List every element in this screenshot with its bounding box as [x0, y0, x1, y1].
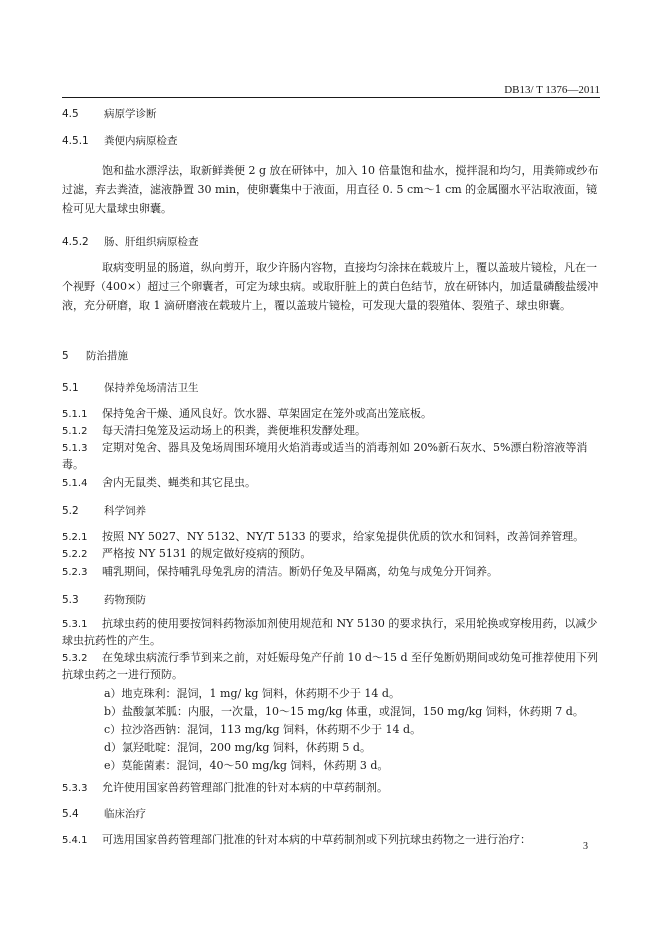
section-title: 病原学诊断 [104, 108, 157, 120]
list-item: c）拉沙洛西钠：混饲，113 mg/kg 饲料，休药期不少于 14 d。 [104, 723, 422, 736]
clause-5-4-1 [62, 832, 600, 849]
page-number: 3 [583, 841, 588, 852]
clause-text: 抗球虫药的使用要按饲料药物添加剂使用规范和 NY 5130 的要求执行，采用轮换或穿梭用药，以减少球虫抗药性的产生。 [62, 617, 598, 647]
section-title: 药物预防 [104, 594, 146, 606]
clause-text: 哺乳期间，保持哺乳母兔乳房的清洁。断奶仔兔及早隔离，幼兔与成兔分开饲养。 [102, 565, 498, 578]
clause-number: 5.1.4 [62, 478, 88, 489]
clause-5-1-4 [62, 475, 600, 492]
clause-number: 5.2.2 [62, 549, 88, 560]
section-5-2-heading [62, 503, 600, 519]
list-item: a）地克珠利：混饲，1 mg/ kg 饲料，休药期不少于 14 d。 [104, 687, 400, 700]
section-number: 5 [62, 350, 69, 362]
section-4-5-1-heading [62, 133, 600, 149]
list-item: e）莫能菌素：混饲，40～50 mg/kg 饲料，休药期 3 d。 [104, 759, 389, 772]
clause-text: 在兔球虫病流行季节到来之前，对妊娠母兔产仔前 10 d～15 d 至仔兔断奶期间或幼兔可推荐使用下列抗球虫药之一进行预防。 [62, 651, 599, 681]
section-5-3-heading [62, 592, 600, 608]
clause-text: 定期对兔舍、器具及兔场周围环境用火焰消毒或适当的消毒剂如 20%新石灰水、5%漂白粉溶液等消毒。 [62, 441, 588, 471]
clause-number: 5.2.1 [62, 532, 88, 543]
list-item: d）氯羟吡啶：混饲，200 mg/kg 饲料，休药期 5 d。 [104, 741, 371, 754]
section-number: 4.5.1 [62, 135, 89, 147]
section-5-heading [62, 348, 600, 364]
clause-text: 可选用国家兽药管理部门批准的针对本病的中草药制剂或下列抗球虫药物之一进行治疗： [102, 833, 531, 846]
clause-5-3-3 [62, 780, 600, 797]
clause-number: 5.3.2 [62, 653, 88, 664]
clause-number: 5.1.1 [62, 409, 88, 420]
clause-5-1-2 [62, 423, 600, 440]
clause-5-2-2 [62, 546, 600, 563]
clause-text: 严格按 NY 5131 的规定做好疫病的预防。 [102, 547, 312, 560]
section-title: 防治措施 [86, 350, 128, 362]
section-title: 保持养兔场清洁卫生 [104, 382, 199, 394]
clause-number: 5.3.1 [62, 619, 88, 630]
section-title: 肠、肝组织病原检查 [104, 236, 199, 248]
clause-number: 5.3.3 [62, 783, 88, 794]
section-title: 临床治疗 [104, 808, 146, 820]
clause-number: 5.2.3 [62, 567, 88, 578]
clause-5-1-1 [62, 406, 600, 423]
section-number: 5.2 [62, 505, 79, 517]
clause-text: 舍内无鼠类、蝇类和其它昆虫。 [102, 476, 256, 489]
clause-5-2-3 [62, 564, 600, 581]
clause-number: 5.1.3 [62, 443, 88, 454]
section-title: 科学饲养 [104, 505, 146, 517]
clause-text: 允许使用国家兽药管理部门批准的针对本病的中草药制剂。 [102, 781, 388, 794]
clause-5-3-2 [62, 650, 600, 683]
section-number: 5.1 [62, 382, 79, 394]
clause-5-2-1 [62, 529, 600, 546]
section-5-4-heading [62, 806, 600, 822]
section-5-1-heading [62, 380, 600, 396]
clause-5-3-1 [62, 616, 600, 649]
clause-number: 5.4.1 [62, 835, 88, 846]
header-rule [62, 97, 600, 98]
clause-text: 按照 NY 5027、NY 5132、NY/T 5133 的要求，给家兔提供优质的饮水和饲料，改善饲养管理。 [102, 530, 585, 543]
section-number: 5.4 [62, 808, 79, 820]
clause-5-1-3 [62, 440, 600, 473]
section-number: 4.5 [62, 108, 79, 120]
section-4-5-heading [62, 106, 600, 122]
section-number: 5.3 [62, 594, 79, 606]
clause-text: 保持兔舍干燥、通风良好。饮水器、草架固定在笼外或高出笼底板。 [102, 407, 432, 420]
section-4-5-1-paragraph: 饱和盐水漂浮法，取新鲜粪便 2 g 放在研钵中，加入 10 倍量饱和盐水，搅拌混和均匀，用粪筛或纱布过滤，弃去粪渣，滤液静置 30 min，使卵囊集中于液面，用直径 0. 5 cm～1 cm 的金属圈水平沾取液面，镜检可见大量球虫卵囊。 [62, 164, 599, 215]
clause-number: 5.1.2 [62, 426, 88, 437]
list-item: b）盐酸氯苯胍：内服，一次量，10～15 mg/kg 体重，或混饲，150 mg/kg 饲料，休药期 7 d。 [104, 705, 584, 718]
section-number: 4.5.2 [62, 236, 89, 248]
section-4-5-2-heading [62, 234, 600, 250]
clause-text: 每天清扫兔笼及运动场上的积粪，粪便堆积发酵处理。 [102, 424, 366, 437]
section-title: 粪便内病原检查 [104, 135, 178, 147]
section-4-5-2-paragraph: 取病变明显的肠道，纵向剪开，取少许肠内容物，直接均匀涂抹在载玻片上，覆以盖玻片镜检，凡在一个视野（400×）超过三个卵囊者，可定为球虫病。或取肝脏上的黄白色结节，放在研钵内，加适量磷酸盐缓冲液，充分研磨，取 1 滴研磨液在载玻片上，覆以盖玻片镜检，可发现大量的裂殖体、裂殖子、球虫卵囊。 [62, 261, 599, 312]
document-code: DB13/ T 1376—2011 [504, 84, 600, 96]
